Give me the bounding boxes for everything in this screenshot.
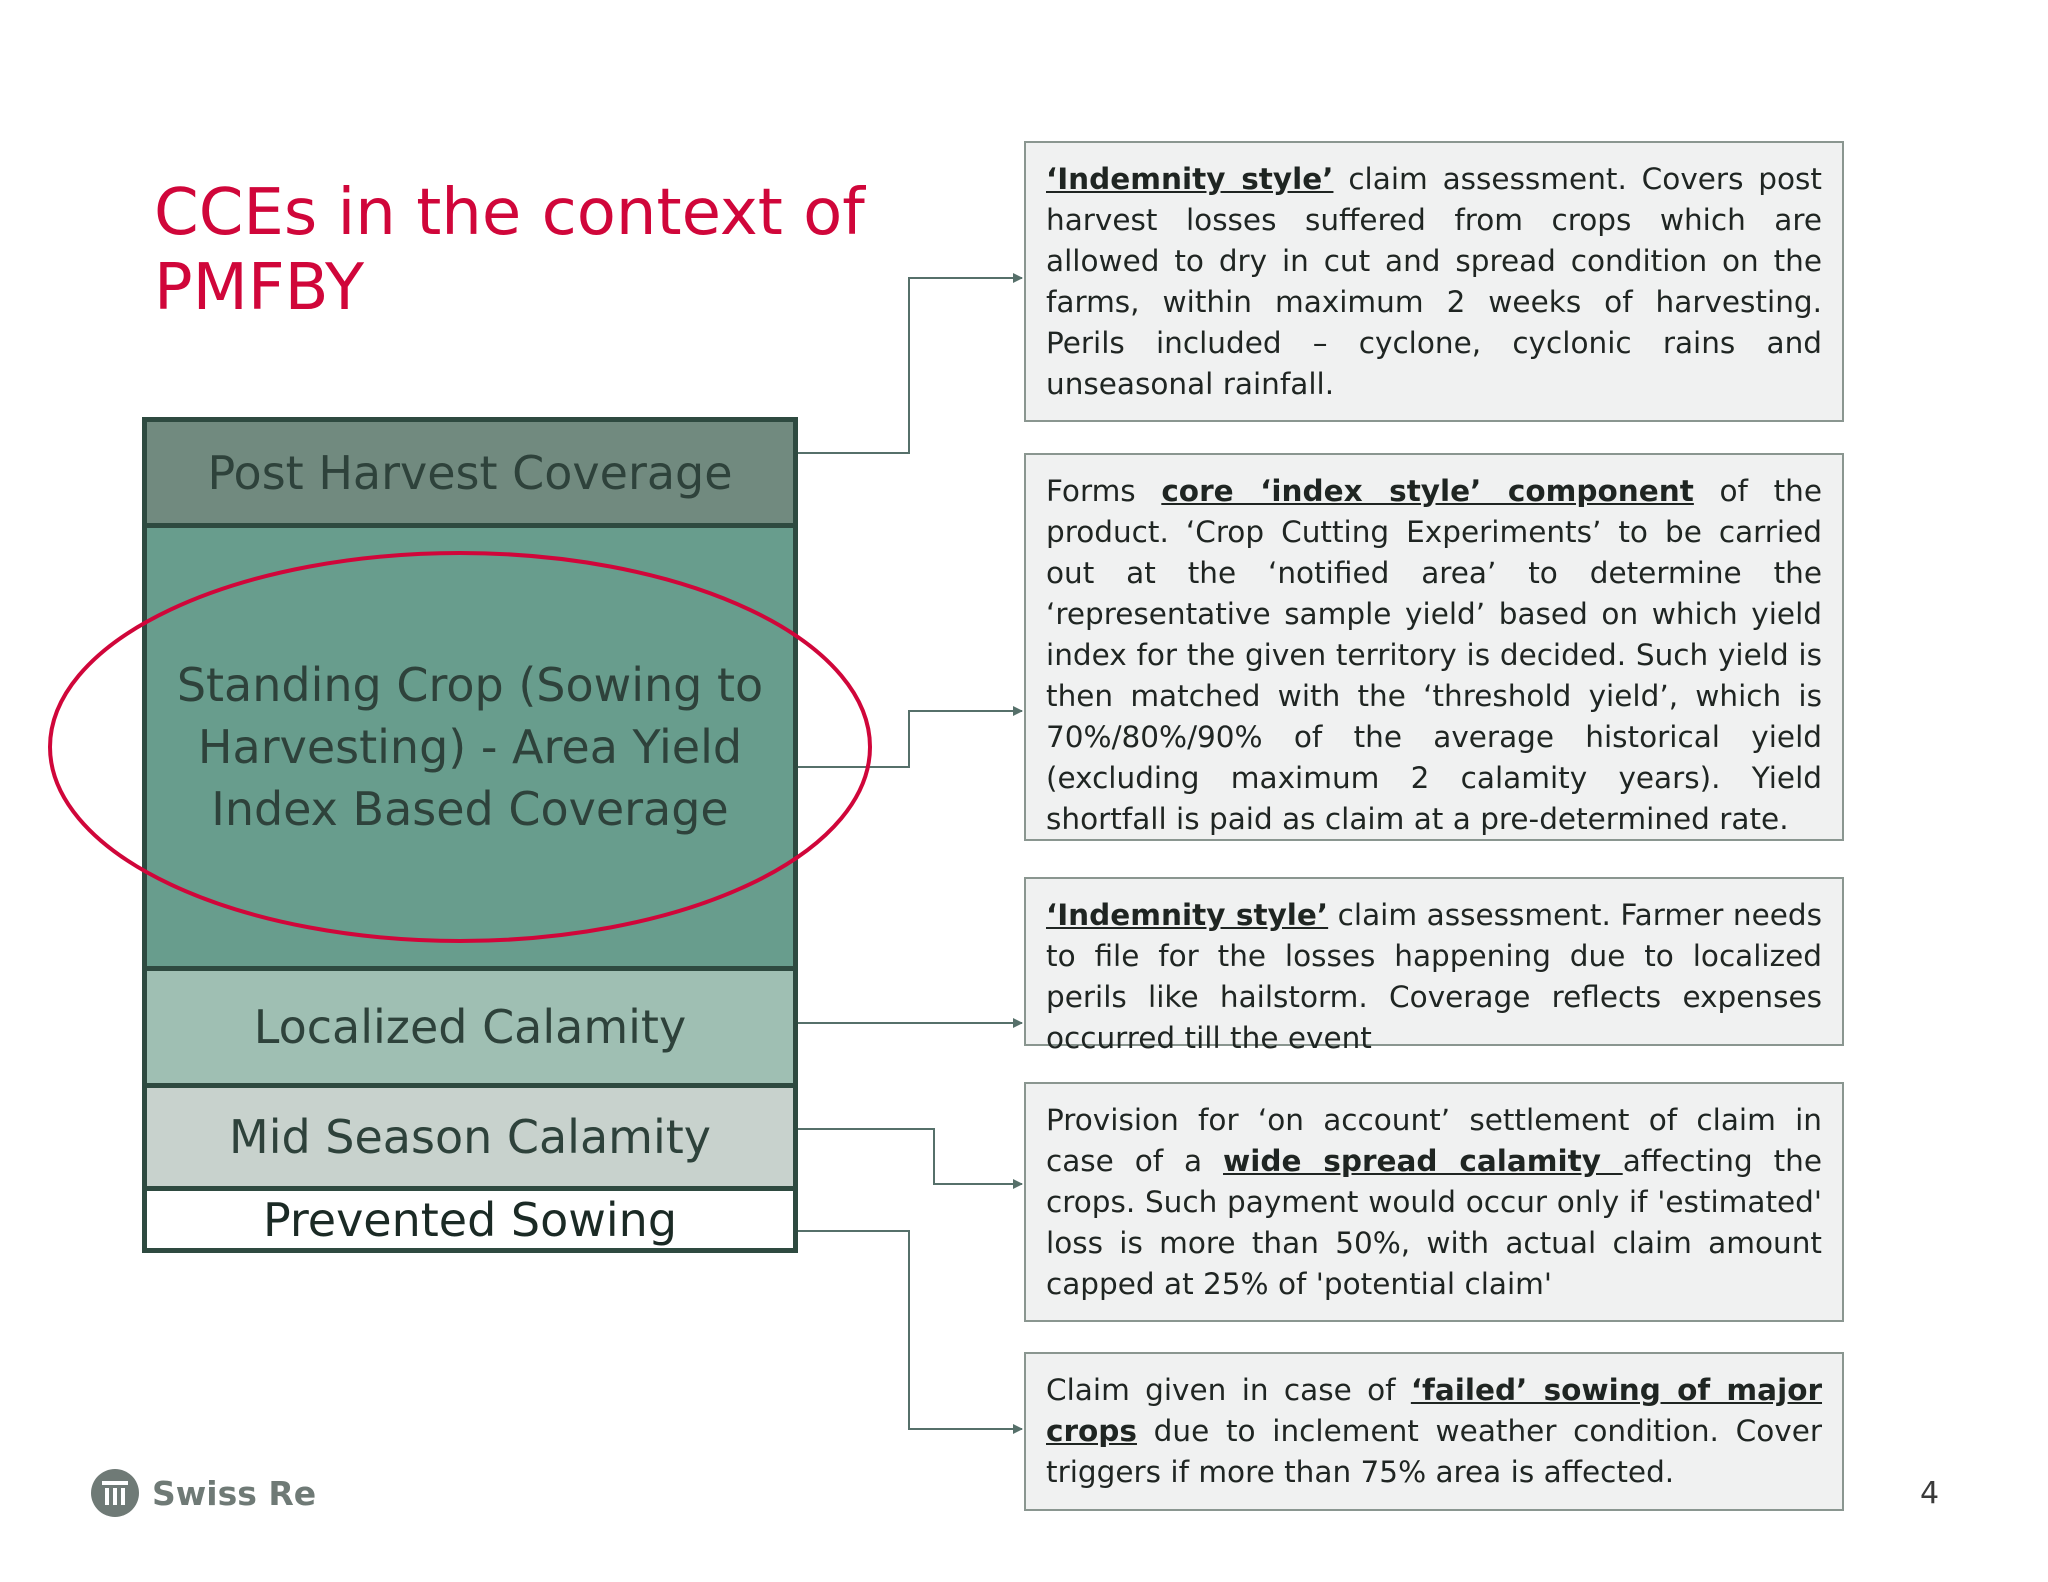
mid-season-calamity-block — [147, 1088, 793, 1186]
prevented-sowing-label: Prevented Sowing — [262, 1192, 678, 1247]
localized-calamity-text: claim assessment. Farmer needs to file for the losses happening due to localized perils like hailstorm. Coverage reflects expenses occurred till the event — [1046, 898, 1822, 1055]
post-harvest-text: claim assessment. Covers post harvest losses suffered from crops which are allowed to dry in cut and spread condition on the farms, within maximum 2 weeks of harvesting. Perils included – cyclone, cyclonic rains and unseasonal rainfall. — [1046, 162, 1822, 401]
localized-calamity-description — [1024, 877, 1844, 1055]
mid-season-text: affecting the crops. Such payment would occur only if 'estimated' loss is more than 50%, with actual claim amount capped at 25% of 'potential claim' — [1046, 1144, 1822, 1301]
post-harvest-label: Post Harvest Coverage — [207, 445, 733, 500]
swiss-re-logo-icon — [90, 1468, 140, 1518]
page-number: 4 — [1920, 1476, 1940, 1511]
prevented-sowing-emphasis: ‘failed’ sowing of major crops — [1046, 1373, 1823, 1448]
title-line-1: CCEs in the context of — [154, 176, 865, 250]
localized-calamity-block — [147, 971, 793, 1083]
standing-crop-line-1: Standing Crop (Sowing to — [176, 658, 764, 712]
mid-season-calamity-label: Mid Season Calamity — [229, 1110, 711, 1164]
localized-calamity-label: Localized Calamity — [253, 1000, 687, 1054]
slide-title — [154, 176, 914, 326]
post-harvest-description — [1024, 141, 1844, 422]
connector-prevented-sowing — [798, 1231, 1022, 1429]
post-harvest-block — [147, 422, 793, 523]
standing-crop-label — [177, 654, 763, 840]
standing-crop-text: of the product. ‘Crop Cutting Experiments’ to be carried out at the ‘notified area’ to determine the ‘representative sample yield’ based on which yield index for the given territory is decided. Such yield is then matched with the ‘threshold yield’, which is 70%/80%/90% of the average historical yield (excluding maximum 2 calamity years). Yield shortfall is paid as claim at a pre-determined rate. — [1046, 474, 1822, 836]
prevented-sowing-block — [147, 1191, 793, 1248]
standing-crop-line-3: Index Based Coverage — [211, 782, 729, 836]
coverage-stack — [142, 417, 798, 1253]
mid-season-calamity-description — [1024, 1082, 1844, 1322]
mid-season-emphasis: wide spread calamity — [1223, 1144, 1623, 1178]
post-harvest-emphasis: ‘Indemnity style’ — [1046, 162, 1334, 196]
connector-mid-season-calamity — [798, 1129, 1022, 1184]
swiss-re-logo — [90, 1468, 316, 1518]
localized-calamity-emphasis: ‘Indemnity style’ — [1046, 898, 1329, 932]
prevented-sowing-prefix: Claim given in case of — [1046, 1373, 1411, 1407]
prevented-sowing-description — [1024, 1352, 1844, 1511]
standing-crop-description — [1024, 453, 1844, 841]
standing-crop-block — [147, 528, 793, 966]
standing-crop-prefix: Forms — [1046, 474, 1162, 508]
prevented-sowing-text: due to inclement weather condition. Cover triggers if more than 75% area is affected. — [1046, 1414, 1822, 1489]
mid-season-prefix: Provision for ‘on account’ settlement of claim in case of a — [1046, 1103, 1822, 1178]
connector-standing-crop — [798, 711, 1022, 767]
swiss-re-logo-text: Swiss Re — [152, 1473, 317, 1513]
standing-crop-emphasis: core ‘index style’ component — [1161, 474, 1694, 508]
title-line-2: PMFBY — [154, 251, 365, 325]
standing-crop-line-2: Harvesting) - Area Yield — [197, 720, 743, 774]
